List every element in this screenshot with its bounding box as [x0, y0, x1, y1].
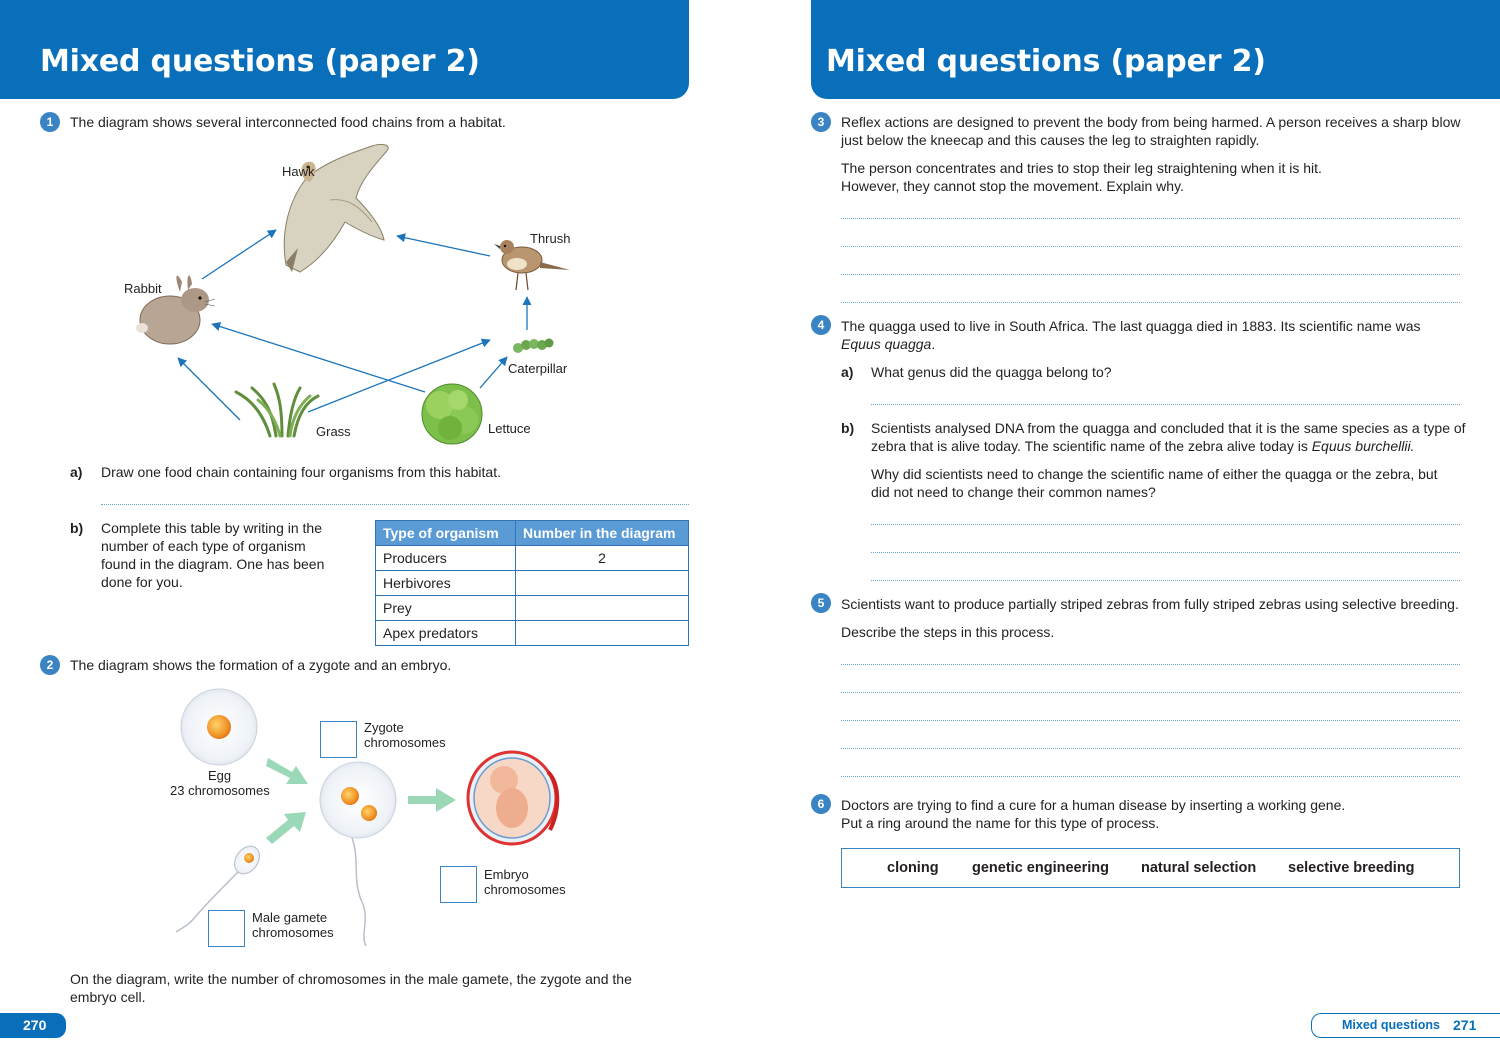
table-row	[376, 571, 689, 596]
question-4b-line-3: Why did scientists need to change the scientific name of either the quagga or the zebra, but	[871, 466, 1438, 482]
answer-line-4a[interactable]	[871, 404, 1460, 405]
question-3-line-3: The person concentrates and tries to stop their leg straightening when it is hit.	[841, 160, 1322, 176]
table-row	[376, 596, 689, 621]
grass-illustration	[236, 384, 318, 436]
answer-line-5[interactable]	[841, 692, 1460, 693]
answer-line-3[interactable]	[841, 218, 1460, 219]
food-web-arrows	[178, 230, 527, 420]
question-6-number: 6	[811, 794, 831, 814]
question-5-number: 5	[811, 593, 831, 613]
answer-line-3[interactable]	[841, 274, 1460, 275]
lettuce-illustration	[422, 384, 482, 444]
question-6-line-1: Doctors are trying to find a cure for a human disease by inserting a working gene.	[841, 797, 1346, 813]
embryo-chromosomes-label: chromosomes	[484, 882, 566, 897]
question-1b-label: b)	[70, 520, 84, 536]
rabbit-label: Rabbit	[124, 281, 162, 296]
table-cell-number-answer[interactable]	[516, 621, 689, 646]
table-cell-number-answer[interactable]	[516, 596, 689, 621]
answer-line-5[interactable]	[841, 776, 1460, 777]
table-header-number: Number in the diagram	[516, 521, 689, 546]
question-4-line-2	[841, 335, 935, 353]
table-cell-number: 2	[516, 546, 689, 571]
egg-label: Egg	[208, 768, 232, 783]
question-1-number: 1	[40, 112, 60, 132]
caterpillar-illustration	[513, 339, 554, 354]
question-2-instruction-line-1: On the diagram, write the number of chromosomes in the male gamete, the zygote and the	[70, 971, 632, 987]
table-cell-type: Prey	[376, 596, 516, 621]
answer-line-4b[interactable]	[871, 552, 1460, 553]
zebra-scientific-name: Equus burchellii.	[1311, 438, 1415, 454]
option-natural-selection[interactable]: natural selection	[1141, 860, 1257, 876]
question-4b-line-2	[871, 437, 1414, 455]
question-1b-line-2: number of each type of organism	[101, 538, 306, 554]
process-options-box	[841, 848, 1460, 888]
egg-chromosomes-label: 23 chromosomes	[170, 783, 270, 798]
lettuce-label: Lettuce	[488, 421, 531, 436]
caterpillar-label: Caterpillar	[508, 361, 568, 376]
question-2-number: 2	[40, 655, 60, 675]
right-page-title: Mixed questions (paper 2)	[826, 44, 1266, 79]
zygote-cell-illustration	[320, 762, 396, 946]
answer-line-5[interactable]	[841, 720, 1460, 721]
table-row	[376, 621, 689, 646]
left-page-title: Mixed questions (paper 2)	[40, 44, 480, 79]
question-1a-label: a)	[70, 464, 83, 480]
question-5-line-2: Describe the steps in this process.	[841, 624, 1055, 640]
answer-line-4b[interactable]	[871, 524, 1460, 525]
answer-line-1a[interactable]	[101, 504, 689, 505]
organism-table	[375, 520, 689, 646]
question-1b-line-1: Complete this table by writing in the	[101, 520, 322, 536]
table-cell-number-answer[interactable]	[516, 571, 689, 596]
table-header-type: Type of organism	[376, 521, 516, 546]
embryo-illustration	[468, 752, 557, 844]
question-1a-text: Draw one food chain containing four organisms from this habitat.	[101, 464, 501, 480]
left-page-number: 270	[0, 1013, 66, 1038]
right-page-banner	[811, 0, 1500, 99]
zygote-chromosomes-label: chromosomes	[364, 735, 446, 750]
question-4b-label: b)	[841, 420, 855, 436]
male-gamete-label: Male gamete	[252, 910, 328, 925]
question-1b-line-3: found in the diagram. One has been	[101, 556, 325, 572]
thrush-label: Thrush	[530, 231, 571, 246]
male-gamete-chromosomes-label: chromosomes	[252, 925, 334, 940]
table-cell-type: Herbivores	[376, 571, 516, 596]
question-4b-line-2-text: zebra that is alive today. The scientific name of the zebra alive today is	[871, 438, 1312, 454]
organism-table-header-row	[376, 521, 689, 546]
right-page-number: 271	[1453, 1017, 1477, 1033]
question-4a-text: What genus did the quagga belong to?	[871, 364, 1112, 380]
answer-line-4b[interactable]	[871, 580, 1460, 581]
quagga-scientific-name: Equus quagga	[841, 336, 932, 352]
answer-line-3[interactable]	[841, 246, 1460, 247]
hawk-label: Hawk	[282, 164, 315, 179]
question-2-instruction-line-2: embryo cell.	[70, 989, 146, 1005]
question-1-text: The diagram shows several interconnected food chains from a habitat.	[70, 114, 506, 130]
answer-line-5[interactable]	[841, 664, 1460, 665]
question-3-number: 3	[811, 112, 831, 132]
zygote-chromosome-box[interactable]	[320, 721, 357, 758]
question-6-line-2: Put a ring around the name for this type of process.	[841, 815, 1160, 831]
question-4b-line-1: Scientists analysed DNA from the quagga and concluded that it is the same species as a type of	[871, 420, 1466, 436]
option-cloning[interactable]: cloning	[887, 860, 939, 876]
question-4-line-1: The quagga used to live in South Africa. The last quagga died in 1883. Its scientific name was	[841, 318, 1421, 334]
male-gamete-chromosome-box[interactable]	[208, 910, 245, 947]
answer-line-5[interactable]	[841, 748, 1460, 749]
question-4-number: 4	[811, 315, 831, 335]
embryo-chromosome-box[interactable]	[440, 866, 477, 903]
option-genetic-engineering[interactable]: genetic engineering	[972, 860, 1109, 876]
table-cell-type: Apex predators	[376, 621, 516, 646]
question-4-line-2-end: .	[931, 336, 936, 352]
question-4b-line-4: did not need to change their common names?	[871, 484, 1156, 500]
table-cell-type: Producers	[376, 546, 516, 571]
question-3-line-1: Reflex actions are designed to prevent the body from being harmed. A person receives a sharp blow	[841, 114, 1461, 130]
question-4a-label: a)	[841, 364, 854, 380]
question-2-text: The diagram shows the formation of a zygote and an embryo.	[70, 657, 452, 673]
footer-section-label: Mixed questions	[1342, 1018, 1440, 1032]
egg-cell-illustration	[181, 689, 257, 765]
table-row	[376, 546, 689, 571]
food-web-diagram	[0, 0, 700, 460]
zygote-label: Zygote	[364, 720, 404, 735]
embryo-label: Embryo	[484, 867, 529, 882]
right-page-footer	[1311, 1013, 1500, 1038]
question-3-line-2: just below the kneecap and this causes the leg to straighten rapidly.	[841, 132, 1260, 148]
option-selective-breeding[interactable]: selective breeding	[1288, 860, 1415, 876]
grass-label: Grass	[316, 424, 351, 439]
question-1b-line-4: done for you.	[101, 574, 183, 590]
question-5-line-1: Scientists want to produce partially striped zebras from fully striped zebras using selective breeding.	[841, 596, 1459, 612]
question-3-line-4: However, they cannot stop the movement. Explain why.	[841, 178, 1184, 194]
thrush-illustration	[494, 240, 570, 290]
answer-line-3[interactable]	[841, 302, 1460, 303]
